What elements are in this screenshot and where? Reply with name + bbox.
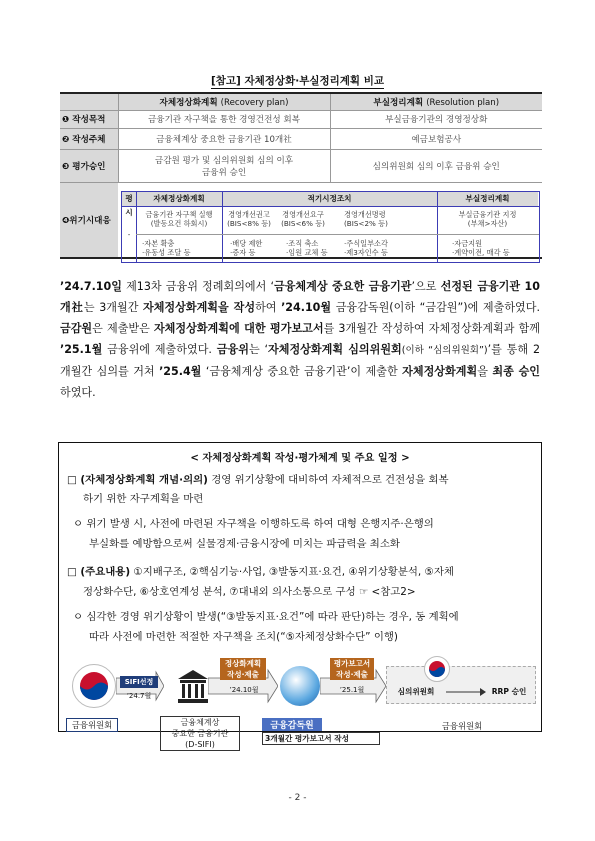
row-label: ❶ 작성목적: [60, 110, 118, 128]
table-row: ❸ 평가승인 금감원 평가 및 심의위원회 심의 이후 금융위 승인 심의위원회 심의 이후 금융위 승인: [60, 149, 542, 182]
corner-cell: [60, 93, 118, 110]
reference-title: [참고] 자체정상화·부실정리계획 비교: [210, 75, 385, 87]
submit-plan-tag: 정상화계획 작성·제출: [220, 658, 266, 680]
fsc-label: 금융위원회: [66, 718, 118, 732]
committee-area: [386, 666, 536, 704]
page-number: - 2 -: [288, 793, 307, 803]
contents-line-1: □ (주요내용) ①지배구조, ②핵심기능·사업, ③발동지표·요건, ④위기상황분석, ⑤자체: [67, 566, 454, 578]
committee-label: 심의위원회: [397, 687, 435, 696]
recovery-plan-header: 자체정상화계획 (Recovery plan): [118, 93, 330, 110]
bank-building-icon: [178, 670, 208, 704]
recovery-header: 자체정상화계획: [136, 192, 222, 206]
resolution-plan-header: 부실정리계획 (Resolution plan): [330, 93, 542, 110]
dsifi-label: 금융체계상 중요한 금융기관 (D-SIFI): [160, 716, 240, 751]
submit-report-tag: 평가보고서 작성·제출: [330, 658, 374, 680]
concept-sub-2: 부실화를 예방함으로써 실물경제·금융시장에 미치는 파급력을 최소화: [89, 538, 400, 550]
concept-sub-1: ㅇ 위기 발생 시, 사전에 마련된 자구책을 이행하도록 하여 대형 은행지주·은행의: [73, 518, 434, 530]
crisis-response-table: 평시 자체정상화계획 적기시정조치 부실정리계획 - 금융기관 자구책 실행 (발동요건 하회시) 경영개선권고 (BIS<8% 등) 경영개선요구 (BIS<6% 등) 경영개선명령 (BIS<2% 등) 부실금융기관 지정 (부채>자산) ·자본 확충 ·유동성 조달 등 ·배당 제한 ·증자 등 ·조직 축소 ·임원 교체 등 ·주식일부소각 ·제3자인수 등 ·자금지원 ·계약이전, 매각 등: [121, 191, 540, 263]
fss-globe-icon: [280, 666, 320, 706]
concept-line-1: □ (자체정상화계획 개념·의의) 경영 위기상황에 대비하여 자체적으로 건전성을 회복: [67, 474, 449, 486]
table-row: ❶ 작성목적 금융기관 자구책을 통한 경영건전성 회복 부실금융기관의 경영정상화: [60, 110, 542, 128]
process-diagram: SIFI선정 ’24.7월 정상화계획 작성·제출 ’24.10월 평가보고서 작성·제출 ’25.1월 심의위원회 RRP 승인: [70, 658, 540, 728]
contents-sub-1: ㅇ 심각한 경영 위기상황이 발생(“③발동지표·요건”에 따라 판단)하는 경우, 동 계획에: [73, 611, 459, 623]
early-correction-header: 적기시정조치: [222, 192, 437, 206]
row-label: ❹위기시대응: [60, 182, 118, 258]
fsc-emblem-icon: [424, 656, 450, 682]
fsc-label-right: 금융위원회: [441, 721, 483, 731]
rrp-approval-label: RRP 승인: [491, 687, 527, 696]
resolution-header: 부실정리계획: [437, 192, 538, 206]
row-label: ❸ 평가승인: [60, 149, 118, 182]
box-title: < 자체정상화계획 작성·평가체계 및 주요 일정 >: [190, 453, 410, 464]
normal-header: 평시: [122, 192, 136, 206]
fsc-emblem-icon: [72, 664, 116, 708]
sifi-tag: SIFI선정: [120, 676, 158, 688]
row-label: ❷ 작성주체: [60, 128, 118, 149]
fss-sub-label: 3개월간 평가보고서 작성: [262, 732, 380, 745]
contents-sub-2: 따라 사전에 마련한 적절한 자구책을 조치(“⑤자체정상화수단” 이행): [89, 631, 398, 643]
contents-line-2: 정상화수단, ⑥상호연계성 분석, ⑦대내외 의사소통으로 구성 ☞ <참고2>: [83, 586, 416, 598]
concept-line-2: 하기 위한 자구계획을 마련: [83, 493, 204, 505]
table-row: ❷ 작성주체 금융체계상 중요한 금융기관 10개社 예금보험공사: [60, 128, 542, 149]
summary-paragraph: ’24.7.10일 제13차 금융위 정례회의에서 ‘금융체계상 중요한 금융기관’으로 선정된 금융기관 10개社는 3개월간 자체정상화계획을 작성하여 ’24.10월 금융감독원(이하 “금감원”)에 제출하였다. 금감원은 제출받은 자체정상화계획에 대한 평가보고서를 3개월간 작성하여 자체정상화계획과 함께 ’25.1월 금융위에 제출하였다. 금융위는 ‘자체정상화계획 심의위원회(이하 “심의위원회”)’를 통해 2개월간 심의를 거쳐 ’25.4월 ‘금융체계상 중요한 금융기관’이 제출한 자체정상화계획을 최종 승인하였다.: [60, 280, 541, 399]
fss-label: 금융감독원: [262, 718, 322, 731]
